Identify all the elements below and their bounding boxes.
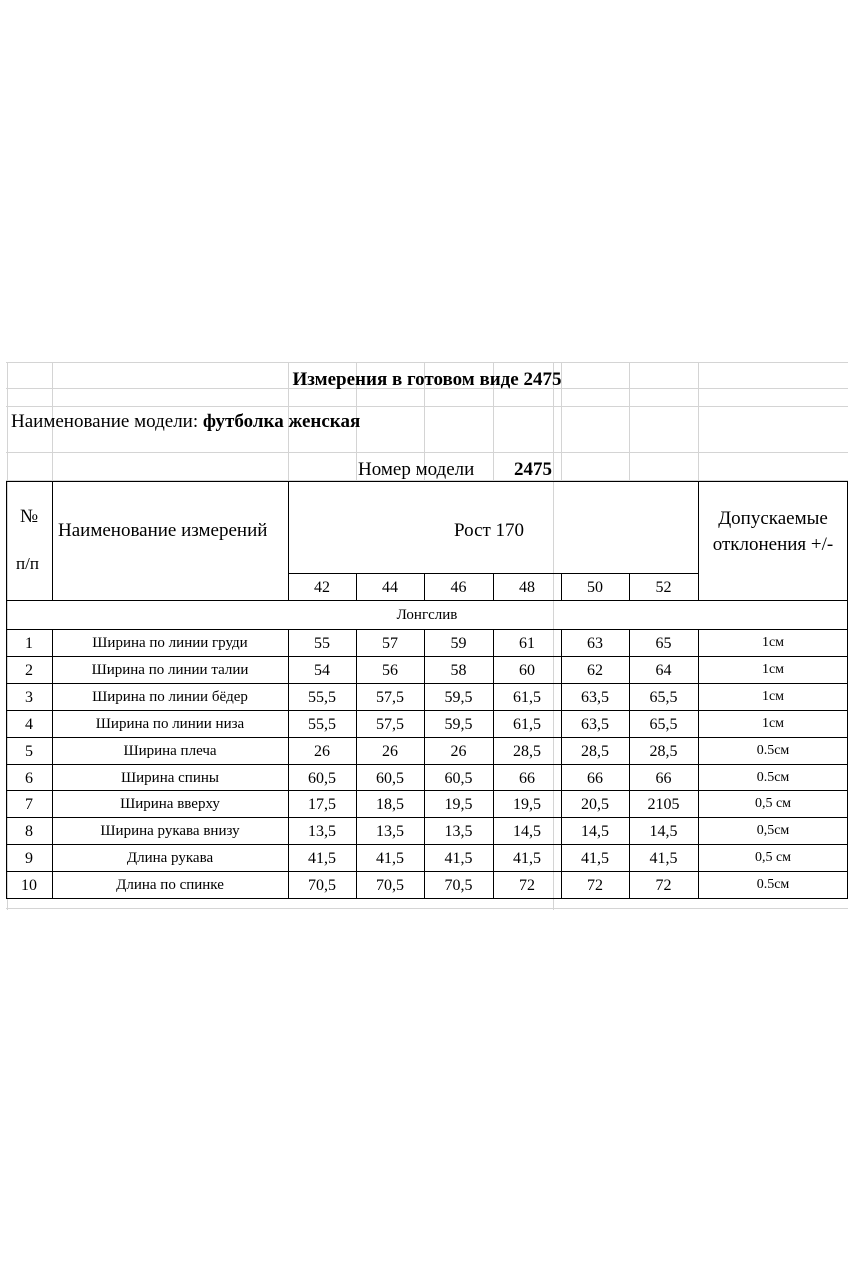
row-tolerance: 0,5см <box>756 823 790 839</box>
row-tolerance: 0,5 см <box>754 850 792 866</box>
row-value-size-52: 65,5 <box>649 715 678 733</box>
row-value-size-50: 72 <box>587 877 603 895</box>
row-value-size-42: 41,5 <box>308 850 336 868</box>
size-header-50: 50 <box>587 579 603 596</box>
row-value-size-48: 60 <box>519 661 535 679</box>
row-value-size-42: 55,5 <box>308 715 336 733</box>
row-value-size-44: 13,5 <box>376 823 404 841</box>
row-value-size-46: 41,5 <box>444 850 473 868</box>
row-number: 3 <box>25 688 33 706</box>
row-measurement-name: Ширина вверху <box>120 796 220 813</box>
row-measurement-name: Ширина плеча <box>123 742 217 759</box>
row-measurement-name: Ширина по линии низа <box>95 715 245 732</box>
row-value-size-48: 14,5 <box>513 823 541 841</box>
model-number-label: Номер модели <box>358 459 475 480</box>
size-header-52: 52 <box>655 579 672 596</box>
size-header-48: 48 <box>519 579 535 596</box>
row-measurement-name: Ширина по линии груди <box>92 635 248 651</box>
row-value-size-48: 61 <box>519 635 535 652</box>
row-value-size-52: 64 <box>655 661 672 679</box>
row-measurement-name: Ширина по линии бёдер <box>92 688 248 705</box>
row-value-size-42: 70,5 <box>308 877 336 895</box>
row-number: 4 <box>25 715 33 733</box>
row-value-size-44: 26 <box>382 742 398 760</box>
row-number: 8 <box>25 823 33 841</box>
row-value-size-50: 28,5 <box>581 742 609 760</box>
row-value-size-48: 19,5 <box>513 796 541 814</box>
row-value-size-42: 26 <box>314 742 330 760</box>
row-value-size-52: 65,5 <box>649 688 678 706</box>
row-tolerance: 0,5 см <box>754 796 792 812</box>
row-value-size-42: 60,5 <box>308 769 336 787</box>
row-value-size-46: 70,5 <box>444 877 473 895</box>
row-value-size-48: 61,5 <box>513 688 541 706</box>
col-number-subheader: п/п <box>16 554 39 573</box>
row-value-size-52: 41,5 <box>649 850 678 868</box>
row-tolerance: 1см <box>761 661 785 677</box>
col-measurement-header: Наименование измерений <box>58 520 268 541</box>
row-value-size-46: 60,5 <box>444 769 473 787</box>
row-tolerance: 1см <box>761 715 785 731</box>
row-value-size-44: 56 <box>382 661 398 679</box>
row-value-size-46: 59,5 <box>444 688 473 706</box>
col-number-header: № <box>20 506 39 527</box>
row-value-size-46: 26 <box>450 742 467 760</box>
row-number: 9 <box>25 850 33 868</box>
row-value-size-50: 66 <box>587 769 603 787</box>
row-measurement-name: Ширина по линии талии <box>91 661 249 678</box>
row-value-size-52: 14,5 <box>649 823 678 841</box>
size-header-42: 42 <box>314 579 330 596</box>
row-measurement-name: Длина по спинке <box>116 877 224 894</box>
row-number: 7 <box>25 796 33 814</box>
row-value-size-42: 55 <box>314 635 330 652</box>
row-tolerance: 1см <box>761 688 785 704</box>
row-value-size-50: 20,5 <box>581 796 609 814</box>
row-tolerance: 0.5см <box>756 769 790 785</box>
row-measurement-name: Длина рукава <box>126 850 214 867</box>
row-number: 2 <box>25 661 33 679</box>
section-label: Лонгслив <box>396 607 458 623</box>
row-value-size-48: 28,5 <box>513 742 541 760</box>
row-value-size-48: 61,5 <box>513 715 541 733</box>
measurement-sheet <box>6 362 848 910</box>
row-value-size-44: 57,5 <box>376 688 404 706</box>
row-value-size-50: 63,5 <box>581 688 609 706</box>
row-value-size-44: 57,5 <box>376 715 404 733</box>
row-value-size-50: 62 <box>587 661 603 679</box>
model-name-label: Наименование модели: <box>11 411 199 432</box>
row-value-size-42: 17,5 <box>308 796 336 814</box>
row-value-size-46: 19,5 <box>444 796 473 814</box>
size-header-46: 46 <box>450 579 467 596</box>
row-value-size-42: 13,5 <box>308 823 336 841</box>
row-value-size-48: 66 <box>519 769 535 787</box>
row-number: 10 <box>21 877 37 895</box>
sheet-title: Измерения в готовом виде 2475 <box>292 369 562 390</box>
row-tolerance: 0.5см <box>756 877 790 893</box>
row-measurement-name: Ширина спины <box>121 769 219 786</box>
model-name-row <box>11 412 360 431</box>
row-value-size-42: 54 <box>314 661 330 679</box>
row-value-size-52: 66 <box>655 769 672 787</box>
row-value-size-46: 59 <box>450 635 467 652</box>
row-value-size-44: 60,5 <box>376 769 404 787</box>
row-value-size-46: 58 <box>450 661 467 679</box>
row-value-size-52: 2105 <box>647 796 680 814</box>
row-value-size-48: 41,5 <box>513 850 541 868</box>
row-value-size-50: 14,5 <box>581 823 609 841</box>
row-value-size-44: 18,5 <box>376 796 404 814</box>
row-value-size-52: 65 <box>655 635 672 652</box>
row-tolerance: 0.5см <box>756 742 790 758</box>
col-tolerance-header-line1: Допускаемые <box>718 508 828 529</box>
size-header-44: 44 <box>382 579 398 596</box>
row-value-size-44: 57 <box>382 635 398 652</box>
col-height-header: Рост 170 <box>454 520 525 541</box>
row-value-size-52: 72 <box>655 877 672 895</box>
row-value-size-50: 63,5 <box>581 715 609 733</box>
row-value-size-44: 41,5 <box>376 850 404 868</box>
row-number: 1 <box>25 635 33 652</box>
row-number: 6 <box>25 769 33 787</box>
row-value-size-48: 72 <box>519 877 535 895</box>
row-value-size-50: 63 <box>587 635 603 652</box>
row-value-size-42: 55,5 <box>308 688 336 706</box>
row-value-size-52: 28,5 <box>649 742 678 760</box>
row-measurement-name: Ширина рукава внизу <box>100 823 240 840</box>
model-name-value: футболка женская <box>202 411 361 432</box>
row-value-size-50: 41,5 <box>581 850 609 868</box>
row-value-size-46: 13,5 <box>444 823 473 841</box>
model-number-value: 2475 <box>514 459 552 480</box>
row-number: 5 <box>25 742 33 760</box>
col-tolerance-header-line2: отклонения +/- <box>712 534 834 555</box>
row-value-size-44: 70,5 <box>376 877 404 895</box>
row-value-size-46: 59,5 <box>444 715 473 733</box>
row-tolerance: 1см <box>761 635 785 650</box>
